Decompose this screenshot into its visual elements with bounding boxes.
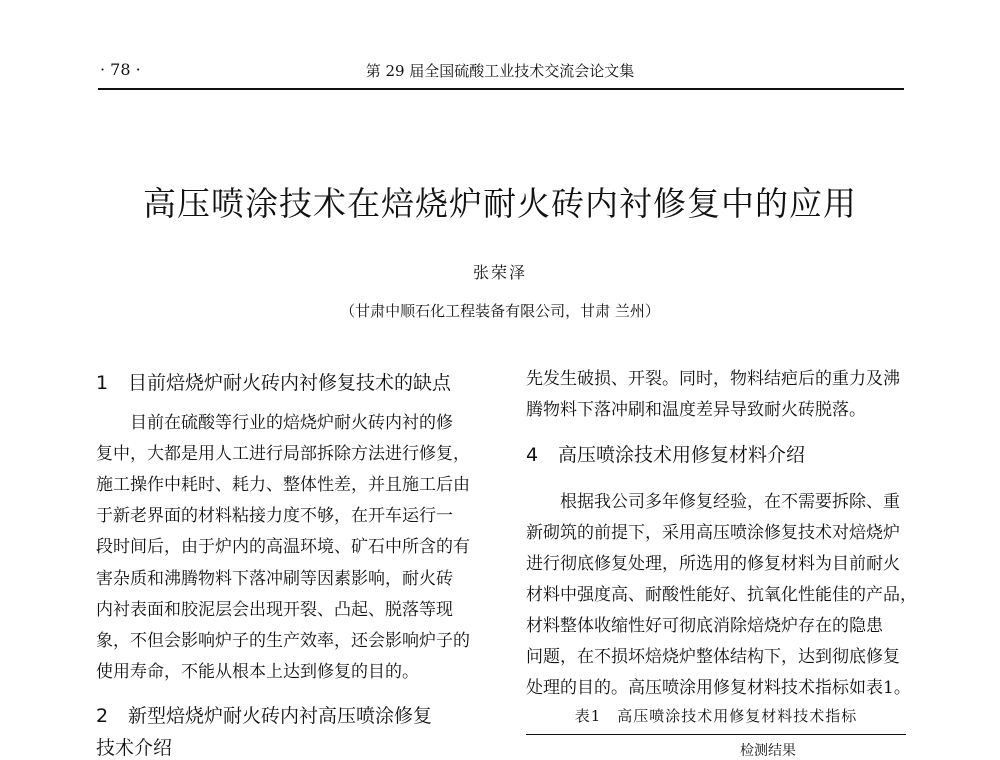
table-caption: 表1 高压喷涂技术用修复材料技术指标	[574, 707, 858, 725]
text-line: 新砌筑的前提下，采用高压喷涂修复技术对焙烧炉	[526, 523, 900, 543]
section-number: 4	[526, 444, 539, 466]
section-number: 1	[96, 372, 109, 394]
text-line: 使用寿命，不能从根本上达到修复的目的。	[96, 662, 419, 682]
text-line: 于新老界面的材料粘接力度不够，在开车运行一	[96, 506, 453, 526]
section-title: 新型焙烧炉耐火砖内衬高压喷涂修复	[128, 705, 433, 727]
text-line: 根据我公司多年修复经验，在不需要拆除、重	[560, 492, 900, 512]
section-title: 高压喷涂技术用修复材料介绍	[558, 444, 806, 466]
text-line: 进行彻底修复处理，所选用的修复材料为目前耐火	[526, 554, 900, 574]
table-column-header: 检测结果	[740, 743, 796, 759]
affiliation: （甘肃中顺石化工程装备有限公司，甘肃 兰州）	[340, 302, 660, 320]
section-number: 2	[96, 705, 109, 727]
section-2-heading	[96, 701, 432, 728]
section-1-heading	[96, 368, 451, 395]
text-line: 段时间后，由于炉内的高温环境、矿石中所含的有	[96, 537, 470, 557]
section-4-heading	[526, 440, 805, 467]
text-line: 害杂质和沸腾物料下落冲刷等因素影响，耐火砖	[96, 569, 453, 589]
author: 张荣泽	[472, 263, 527, 282]
text-line: 腾物料下落冲刷和温度差异导致耐火砖脱落。	[526, 400, 866, 420]
article-title: 高压喷涂技术在焙烧炉耐火砖内衬修复中的应用	[143, 184, 857, 223]
text-line: 目前在硫酸等行业的焙烧炉耐火砖内衬的修	[130, 413, 453, 433]
text-line: 复中，大都是用人工进行局部拆除方法进行修复，	[96, 444, 470, 464]
table-top-rule	[526, 734, 906, 735]
section-2-heading-cont: 技术介绍	[96, 737, 173, 759]
text-line: 内衬表面和胶泥层会出现开裂、凸起、脱落等现	[96, 600, 453, 620]
text-line: 象，不但会影响炉子的生产效率，还会影响炉子的	[96, 631, 470, 651]
text-line: 材料整体收缩性好可彻底消除焙烧炉存在的隐患	[526, 616, 883, 636]
text-line: 施工操作中耗时、耗力、整体性差，并且施工后由	[96, 475, 470, 495]
section-title: 目前焙烧炉耐火砖内衬修复技术的缺点	[128, 372, 452, 394]
text-line: 先发生破损、开裂。同时，物料结疤后的重力及沸	[526, 369, 900, 389]
text-line: 处理的目的。高压喷涂用修复材料技术指标如表1。	[526, 678, 911, 698]
text-line: 问题，在不损坏焙烧炉整体结构下，达到彻底修复	[526, 647, 900, 667]
header-rule	[98, 88, 904, 90]
running-header: 第 29 届全国硫酸工业技术交流会论文集	[365, 62, 635, 80]
text-line: 材料中强度高、耐酸性能好、抗氧化性能佳的产品，	[526, 585, 917, 605]
page-number: · 78 ·	[100, 60, 141, 79]
